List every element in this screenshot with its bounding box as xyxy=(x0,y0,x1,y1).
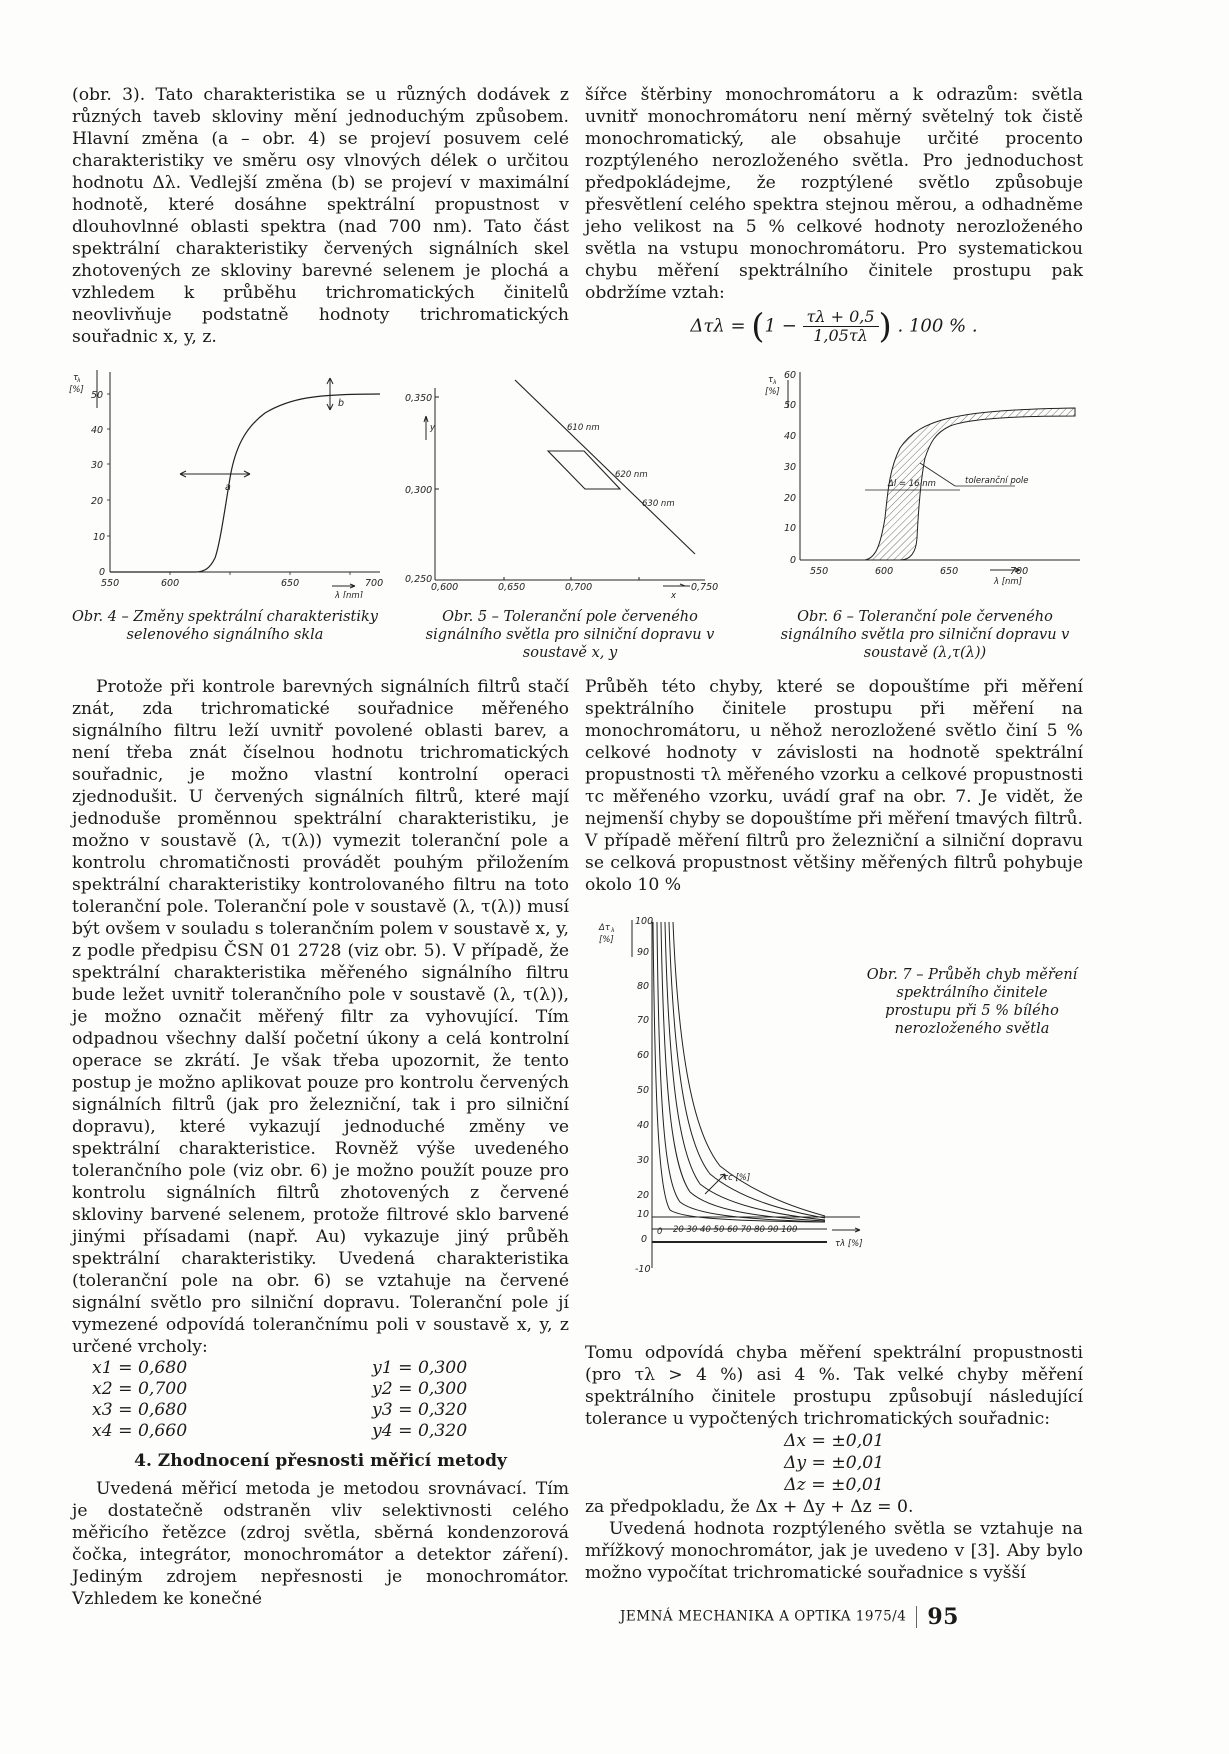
svg-text:550: 550 xyxy=(101,578,120,589)
fig5-xlabel: x xyxy=(671,591,677,598)
section-heading: 4. Zhodnocení přesnosti měřicí metody xyxy=(134,1451,507,1471)
svg-text:0,650: 0,650 xyxy=(498,582,526,593)
svg-text:70: 70 xyxy=(637,1015,650,1026)
fig5-label-610: 610 nm xyxy=(567,423,600,433)
svg-text:20 30 40 50 60 70 80 90 100: 20 30 40 50 60 70 80 90 100 xyxy=(673,1225,798,1235)
svg-text:90: 90 xyxy=(637,947,650,958)
fig6-delta-label: Δl = 16 nm xyxy=(888,479,936,489)
formula-denominator: 1,05τλ xyxy=(813,326,868,345)
svg-text:30: 30 xyxy=(784,462,797,473)
fig7-xlabel: τλ [%] xyxy=(835,1239,863,1249)
svg-text:0,750: 0,750 xyxy=(691,582,719,593)
vertices-x-column xyxy=(92,1358,372,1442)
svg-text:[%]: [%] xyxy=(765,387,780,397)
vertex-x1: x1 = 0,680 xyxy=(92,1358,188,1378)
svg-text:0: 0 xyxy=(657,1227,663,1237)
figure-7-chart xyxy=(595,912,895,1312)
svg-text:50: 50 xyxy=(784,400,797,411)
fig6-xlabel: λ [nm] xyxy=(994,577,1023,587)
fig5-label-620: 620 nm xyxy=(615,470,648,480)
svg-text:τ: τ xyxy=(73,373,79,383)
right-column-top xyxy=(585,84,1083,345)
paragraph-tolerances: Tomu odpovídá chyba měření spektrální propustnosti (pro τλ > 4 %) asi 4 %. Tak velké chyby měření spektrálního činitele prostupu způsobují následující tolerance u vypočtených trichromatických souřadnic: xyxy=(585,1343,1083,1429)
svg-text:0,350: 0,350 xyxy=(405,393,433,404)
svg-text:[%]: [%] xyxy=(599,935,614,945)
fig6-field-label: toleranční pole xyxy=(965,476,1029,486)
right-column-upper xyxy=(585,676,1083,896)
svg-text:30: 30 xyxy=(91,460,104,471)
formula-numerator: τλ + 0,5 xyxy=(803,308,879,327)
svg-text:λ: λ xyxy=(611,927,615,934)
paragraph-accuracy: Uvedená měřicí metoda je metodou srovnávací. Tím je dostatečně odstraněn vliv selektivnosti celého měřicího řetězce (zdroj světla, sběrná kondenzorová čočka, integrátor, monochromátor a detektor záření). Jediným zdrojem nepřesnosti je monochromátor. Vzhledem ke konečné xyxy=(72,1479,569,1609)
vertex-x3: x3 = 0,680 xyxy=(92,1400,188,1420)
figure-6-caption: Obr. 6 – Toleranční pole červeného signálního světla pro silniční dopravu v soustavě (λ,τ(λ)) xyxy=(780,609,1070,661)
svg-text:0,600: 0,600 xyxy=(431,582,459,593)
svg-text:-10: -10 xyxy=(635,1264,651,1275)
svg-text:50: 50 xyxy=(91,390,104,401)
svg-text:0: 0 xyxy=(641,1234,648,1245)
left-column-top xyxy=(72,84,569,348)
fig7-param-label: τc [%] xyxy=(723,1173,751,1183)
journal-name: JEMNÁ MECHANIKA A OPTIKA 1975/4 xyxy=(620,1608,907,1625)
vertex-x2: x2 = 0,700 xyxy=(92,1379,188,1399)
svg-text:0,300: 0,300 xyxy=(405,485,433,496)
figure-7-caption: Obr. 7 – Průběh chyb měření spektrálního činitele prostupu při 5 % bílého nerozloženého světla xyxy=(866,967,1078,1037)
svg-text:60: 60 xyxy=(784,370,797,381)
equation-dy: Δy = ±0,01 xyxy=(783,1453,885,1473)
vertex-y2: y2 = 0,300 xyxy=(372,1379,468,1399)
vertices-table xyxy=(92,1358,569,1442)
footer-divider xyxy=(916,1606,917,1628)
svg-text:20: 20 xyxy=(637,1190,650,1201)
svg-text:10: 10 xyxy=(784,523,797,534)
fig4-xlabel: λ [nm] xyxy=(335,591,364,598)
paragraph-error-course: Průběh této chyby, které se dopouštíme při měření spektrálního činitele prostupu při měření na monochromátoru, u něhož nerozložené světlo činí 5 % celkové hodnoty v závislosti na hodnotě spektrální propustnosti τλ měřeného vzorku a celkové propustnosti τc měřeného vzorku, uvádí graf na obr. 7. Je vidět, že nejmenší chyby se dopouštíme při měření tmavých filtrů. V případě měření filtrů pro železniční a silniční dopravu se celková propustnost většiny měřených filtrů pohybuje okolo 10 % xyxy=(585,677,1083,895)
equation-dz: Δz = ±0,01 xyxy=(784,1475,884,1495)
formula-one-minus: 1 − xyxy=(764,315,803,337)
vertex-y4: y4 = 0,320 xyxy=(372,1421,468,1441)
paragraph-tolerance: Protože při kontrole barevných signálních filtrů stačí znát, zda trichromatické souřadnice měřeného signálního filtru leží uvnitř povolené oblasti barev, a není třeba znát číselnou hodnotu trichromatických souřadnic, je možno vlastní kontrolní operaci zjednodušit. U červených signálních filtrů, které mají jednoduše proměnnou spektrální charakteristiku, je možno v soustavě (λ, τ(λ)) vymezit toleranční pole a kontrolu chromatičnosti provádět pouhým přiložením spektrální charakteristiky kontrolovaného filtru na toto toleranční pole. Toleranční pole v soustavě (λ, τ(λ)) musí být ovšem v souladu s tolerančním polem v soustavě x, y, z podle předpisu ČSN 01 2728 (viz obr. 5). V případě, že spektrální charakteristika měřeného signálního filtru bude ležet uvnitř tolerančního pole v soustavě (λ, τ(λ)), je možno označit měřený filtr za vyhovující. Tím odpadnou všechny další početní úkony a celá kontrolní operace se zkrátí. Je však třeba upozornit, že tento postup je možno aplikovat pouze pro kontrolu červených signálních filtrů (jak pro železniční, tak i pro silniční dopravu), které vykazují jednoduché změny ve spektrální charakteristice. Rovněž výše uvedeného tolerančního pole (viz obr. 6) je možno použít pouze pro kontrolu signálních filtrů zhotovených z červené skloviny barvené selenem, protože filtrové sklo barvené jinými přísadami (např. Au) vykazuje jiný průběh spektrální charakteristiky. Uvedená charakteristika (toleranční pole na obr. 6) se vztahuje na červené signální světlo pro silniční dopravu. Toleranční pole jí vymezené odpovídá tolerančnímu poli v soustavě x, y, z určené vrcholy: xyxy=(72,677,569,1357)
figure-6-chart xyxy=(760,368,1095,598)
svg-text:40: 40 xyxy=(784,431,797,442)
svg-text:20: 20 xyxy=(784,493,797,504)
svg-text:10: 10 xyxy=(93,532,106,543)
figure-4-caption: Obr. 4 – Změny spektrální charakteristiky selenového signálního skla xyxy=(71,609,378,643)
vertex-x4: x4 = 0,660 xyxy=(92,1421,188,1441)
svg-text:650: 650 xyxy=(940,566,959,577)
figure-5-caption: Obr. 5 – Toleranční pole červeného signálního světla pro silniční dopravu v soustavě x, y xyxy=(425,609,715,661)
svg-text:20: 20 xyxy=(91,496,104,507)
svg-text:τ: τ xyxy=(768,375,774,385)
svg-text:80: 80 xyxy=(637,981,650,992)
vertex-y1: y1 = 0,300 xyxy=(372,1358,468,1378)
equation-dx: Δx = ±0,01 xyxy=(783,1431,885,1451)
svg-text:0,250: 0,250 xyxy=(405,574,433,585)
svg-text:0,700: 0,700 xyxy=(565,582,593,593)
fig5-label-630: 630 nm xyxy=(642,499,675,509)
paragraph-intro: (obr. 3). Tato charakteristika se u různých dodávek z různých taveb skloviny mění jednoduchým způsobem. Hlavní změna (a – obr. 4) se projeví posuvem celé charakteristiky ve směru osy vlnových délek o určitou hodnotu Δλ. Vedlejší změna (b) se projeví v maximální hodnotě, které dosáhne spektrální propustnost v dlouhovlnné oblasti spektra (nad 700 nm). Tato část spektrální charakteristiky červených signálních skel zhotovených ze skloviny barevné selenem je plochá a vzhledem k průběhu trichromatických činitelů neovlivňuje podstatně hodnoty trichromatických souřadnic x, y, z. xyxy=(72,85,569,347)
formula-lhs: Δτλ = xyxy=(690,315,752,337)
svg-text:10: 10 xyxy=(637,1209,650,1220)
error-formula: Δτλ = (1 − $\frac{\tau\lambda + 0,5}{1,05\tau\lambda}$ ) . 100 % . xyxy=(690,306,978,347)
svg-text:30: 30 xyxy=(637,1155,650,1166)
svg-text:[%]: [%] xyxy=(69,385,84,395)
formula-fraction xyxy=(803,308,879,345)
svg-text:550: 550 xyxy=(810,566,829,577)
svg-text:40: 40 xyxy=(637,1120,650,1131)
svg-text:100: 100 xyxy=(635,916,654,927)
svg-text:600: 600 xyxy=(875,566,894,577)
equation-condition: za předpokladu, že Δx + Δy + Δz = 0. xyxy=(585,1497,914,1517)
fig4-label-b: b xyxy=(338,398,345,409)
page-footer xyxy=(620,1604,959,1630)
right-column-lower xyxy=(585,1342,1083,1584)
svg-text:60: 60 xyxy=(637,1050,650,1061)
vertices-y-column xyxy=(372,1358,572,1442)
svg-text:λ: λ xyxy=(773,379,777,386)
figure-4-chart xyxy=(55,368,385,598)
svg-text:Δτ: Δτ xyxy=(599,923,610,933)
fig5-ylabel: y xyxy=(430,423,436,433)
formula-tail: . 100 % . xyxy=(891,315,978,337)
svg-text:650: 650 xyxy=(281,578,300,589)
svg-text:λ: λ xyxy=(77,377,81,384)
vertex-y3: y3 = 0,320 xyxy=(372,1400,468,1420)
left-column-bottom xyxy=(72,676,569,1610)
svg-text:40: 40 xyxy=(91,425,104,436)
figure-5-chart xyxy=(405,368,735,598)
svg-text:700: 700 xyxy=(365,578,384,589)
paragraph-monochromator: šířce štěrbiny monochromátoru a k odrazům: světla uvnitř monochromátoru není měrný světelný tok čistě monochromatický, ale obsahuje určité procento rozptýleného nerozloženého světla. Pro jednoduchost předpokládejme, že rozptýlené světlo způsobuje přesvětlení celého spektra stejnou měrou, a odhadněme jeho velikost na 5 % celkové hodnoty nerozloženého světla na vstupu monochromátoru. Pro systematickou chybu měření spektrálního činitele prostupu pak obdržíme vztah: xyxy=(585,85,1083,303)
svg-text:0: 0 xyxy=(790,555,797,566)
page-number: 95 xyxy=(927,1604,959,1630)
svg-text:700: 700 xyxy=(1010,566,1029,577)
svg-text:600: 600 xyxy=(161,578,180,589)
svg-text:50: 50 xyxy=(637,1085,650,1096)
paragraph-grating: Uvedená hodnota rozptýleného světla se vztahuje na mřížkový monochromátor, jak je uvedeno v [3]. Aby bylo možno vypočítat trichromatické souřadnice s vyšší xyxy=(585,1519,1083,1583)
svg-text:0: 0 xyxy=(99,567,106,578)
fig4-label-a: a xyxy=(225,482,231,493)
